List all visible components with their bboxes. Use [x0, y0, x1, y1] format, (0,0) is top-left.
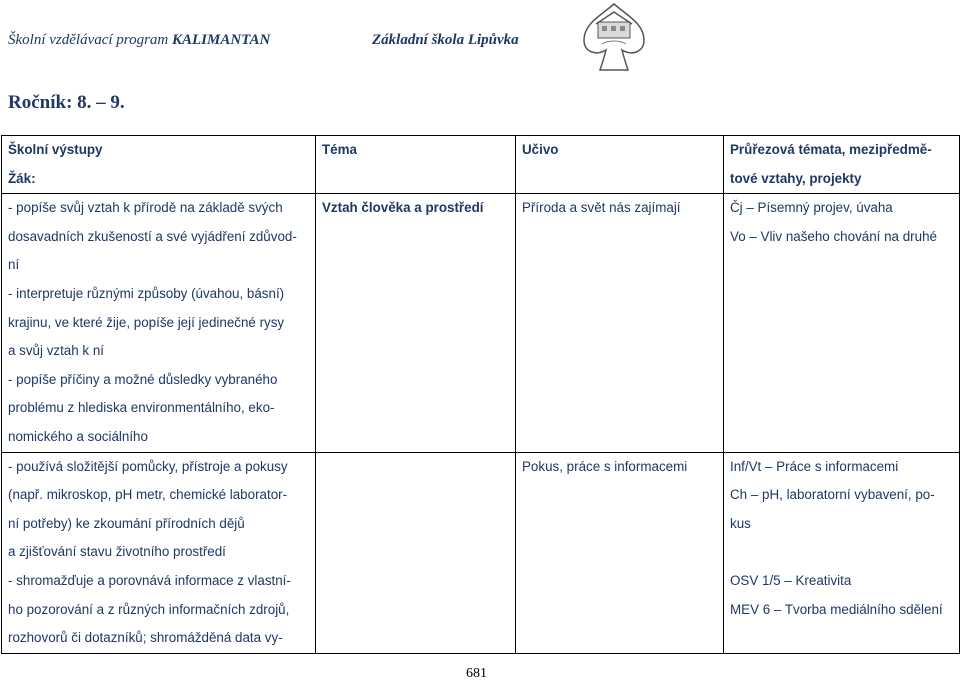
school-name: Základní škola Lipůvka — [372, 32, 519, 48]
school-logo-icon — [578, 0, 650, 72]
crosscutting-cell: Čj – Písemný projev, úvaha Vo – Vliv našeho chování na druhé — [724, 194, 960, 452]
topic-cell — [316, 452, 516, 653]
program-title: Školní vzdělávací program KALIMANTAN — [8, 32, 271, 48]
spacer — [730, 538, 953, 567]
outputs-cell: - používá složitější pomůcky, přístroje a pokusy (např. mikroskop, pH metr, chemické laborator- ní potřeby) ke zkoumání přírodních dějů a zjišťování stavu životního prostředí - shromažďuje a porovnává informace z vlastní- ho pozorování a z různých informačních zdrojů, rozhovorů či dotazníků; shromážděná data vy- — [2, 452, 316, 653]
curriculum-table — [1, 135, 960, 654]
col-header-outputs: Školní výstupy Žák: — [2, 136, 316, 194]
table-header-row — [2, 136, 960, 194]
table-row — [2, 194, 960, 452]
col-header-crosscutting: Průřezová témata, mezipředmě- tové vztahy, projekty — [724, 136, 960, 194]
curriculum-cell: Pokus, práce s informacemi — [516, 452, 724, 653]
grade-heading: Ročník: 8. – 9. — [8, 92, 125, 113]
topic-cell: Vztah člověka a prostředí — [316, 194, 516, 452]
crosscutting-cell: Inf/Vt – Práce s informacemi Ch – pH, laboratorní vybavení, po- kus OSV 1/5 – Kreativita MEV 6 – Tvorba mediálního sdělení — [724, 452, 960, 653]
col-header-curriculum: Učivo — [516, 136, 724, 194]
page-number: 681 — [466, 666, 487, 681]
table-row — [2, 452, 960, 653]
outputs-cell: - popíše svůj vztah k přírodě na základě svých dosavadních zkušeností a své vyjádření zdůvod- ní - interpretuje různými způsoby (úvahou, básní) krajinu, ve které žije, popíše její jedinečné rysy a svůj vztah k ní - popíše příčiny a možné důsledky vybraného problému z hlediska environmentálního, eko- nomického a sociálního — [2, 194, 316, 452]
curriculum-cell: Příroda a svět nás zajímají — [516, 194, 724, 452]
col-header-topic: Téma — [316, 136, 516, 194]
